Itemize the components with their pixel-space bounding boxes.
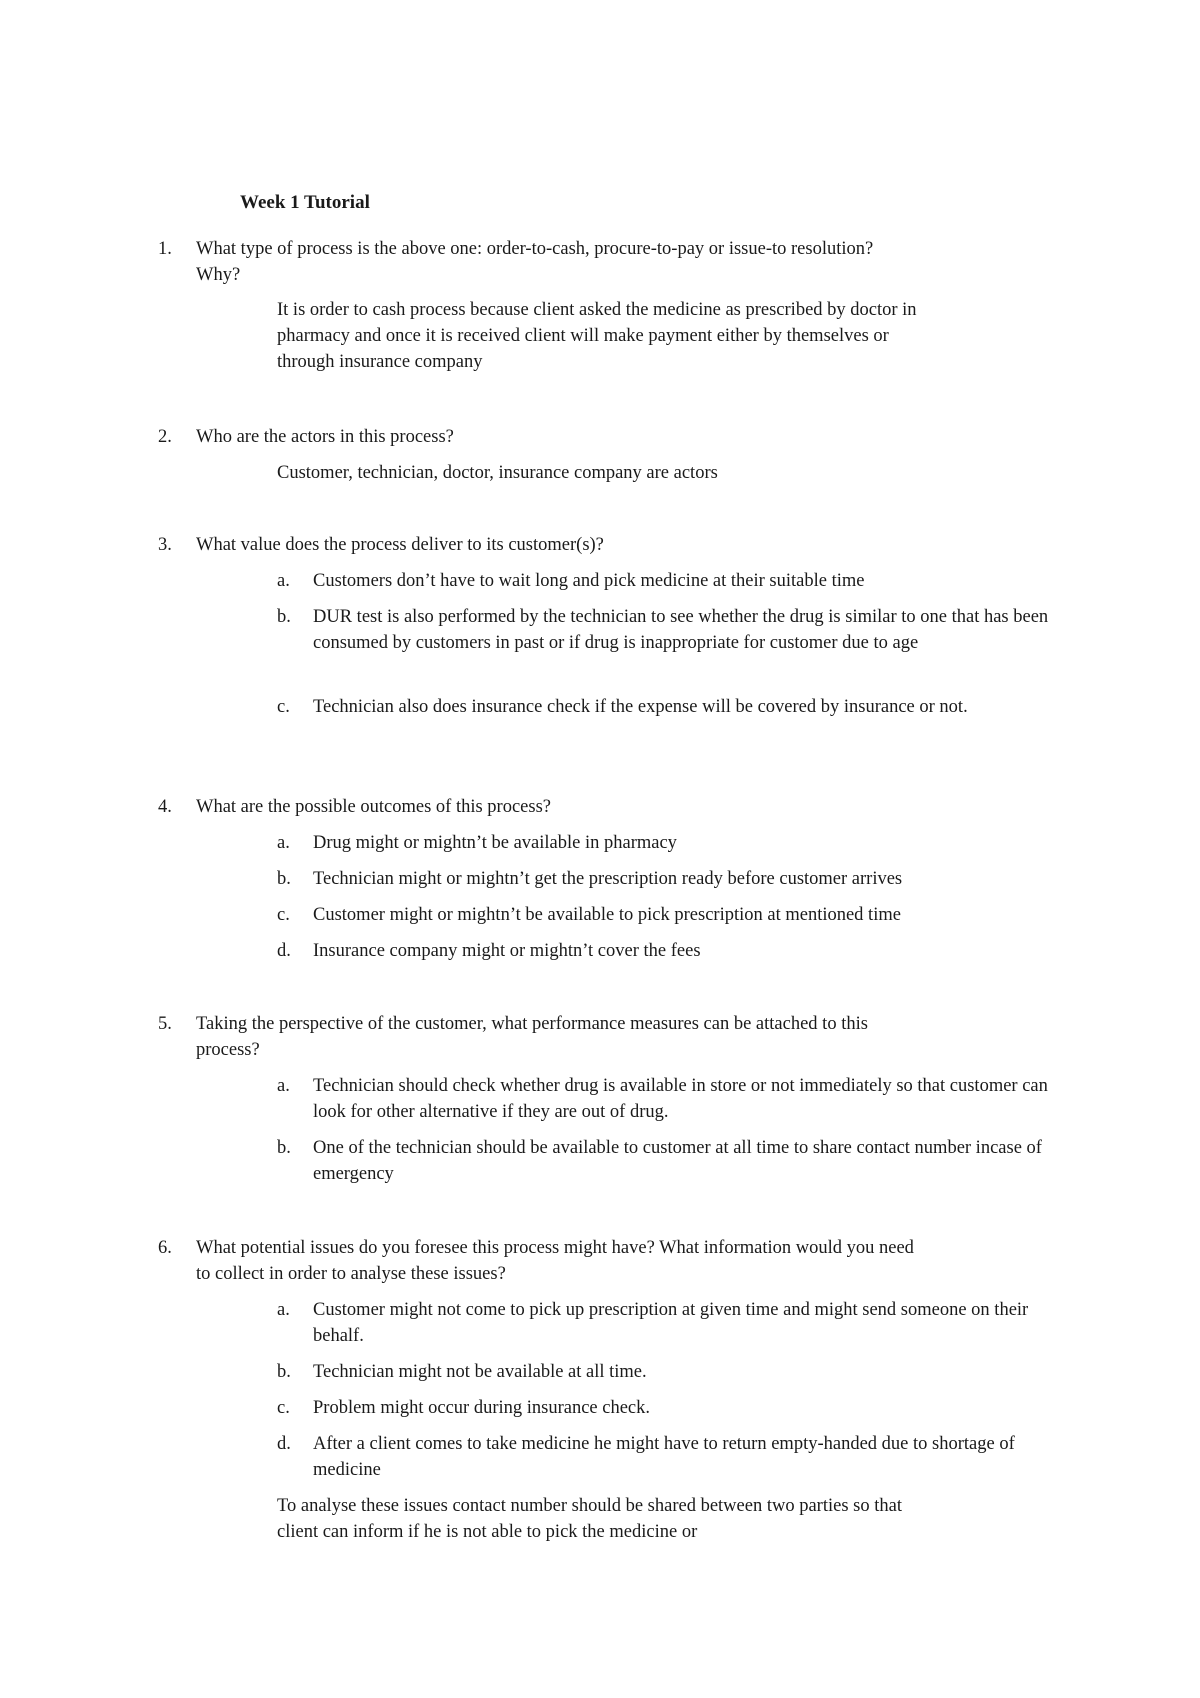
item-text: Customer might or mightn’t be available to pick prescription at mentioned time	[313, 905, 901, 925]
item-text: Customers don’t have to wait long and pick medicine at their suitable time	[313, 571, 865, 591]
item-text: One of the technician should be available to customer at all time to share contact number incase of emergency	[313, 1138, 1042, 1184]
question-number: 2.	[158, 427, 172, 447]
item-text: Problem might occur during insurance check.	[313, 1398, 651, 1418]
item-letter: b.	[277, 607, 291, 627]
question-text: Who are the actors in this process?	[196, 427, 454, 447]
item-letter: b.	[277, 1362, 291, 1382]
item-text: Drug might or mightn’t be available in pharmacy	[313, 833, 677, 853]
item-letter: d.	[277, 1434, 291, 1454]
question-number: 1.	[158, 239, 172, 259]
item-letter: c.	[277, 697, 290, 717]
item-text: Technician should check whether drug is available in store or not immediately so that customer can look for other alternative if they are out of drug.	[313, 1076, 1048, 1122]
item-letter: a.	[277, 571, 290, 591]
question-number: 4.	[158, 797, 172, 817]
question-text: Taking the perspective of the customer, what performance measures can be attached to this process?	[196, 1014, 868, 1060]
question-number: 5.	[158, 1014, 172, 1034]
closing-paragraph: To analyse these issues contact number should be shared between two parties so that client can inform if he is not able to pick the medicine or	[277, 1496, 902, 1542]
answer-2: Customer, technician, doctor, insurance company are actors	[277, 463, 718, 483]
item-text: Technician might not be available at all time.	[313, 1362, 647, 1382]
item-letter: a.	[277, 1300, 290, 1320]
item-text: Technician might or mightn’t get the prescription ready before customer arrives	[313, 869, 903, 889]
item-letter: b.	[277, 1138, 291, 1158]
question-text: What value does the process deliver to its customer(s)?	[196, 535, 604, 555]
item-letter: b.	[277, 869, 291, 889]
answer-1: It is order to cash process because client asked the medicine as prescribed by doctor in pharmacy and once it is received client will make payment either by themselves or through insurance company	[277, 300, 917, 372]
question-number: 3.	[158, 535, 172, 555]
item-letter: a.	[277, 833, 290, 853]
item-letter: c.	[277, 905, 290, 925]
item-letter: c.	[277, 1398, 290, 1418]
item-text: Technician also does insurance check if the expense will be covered by insurance or not.	[313, 697, 968, 717]
question-number: 6.	[158, 1238, 172, 1258]
question-text: What type of process is the above one: order-to-cash, procure-to-pay or issue-to resolution? Why?	[196, 239, 874, 285]
question-text: What are the possible outcomes of this process?	[196, 797, 551, 817]
question-text: What potential issues do you foresee this process might have? What information would you need to collect in order to analyse these issues?	[196, 1238, 914, 1284]
page-title: Week 1 Tutorial	[240, 192, 370, 213]
item-letter: a.	[277, 1076, 290, 1096]
item-text: DUR test is also performed by the technician to see whether the drug is similar to one that has been consumed by customers in past or if drug is inappropriate for customer due to age	[313, 607, 1049, 653]
item-text: Customer might not come to pick up prescription at given time and might send someone on their behalf.	[313, 1300, 1029, 1346]
item-text: After a client comes to take medicine he might have to return empty-handed due to shortage of medicine	[313, 1434, 1015, 1480]
item-letter: d.	[277, 941, 291, 961]
item-text: Insurance company might or mightn’t cover the fees	[313, 941, 701, 961]
